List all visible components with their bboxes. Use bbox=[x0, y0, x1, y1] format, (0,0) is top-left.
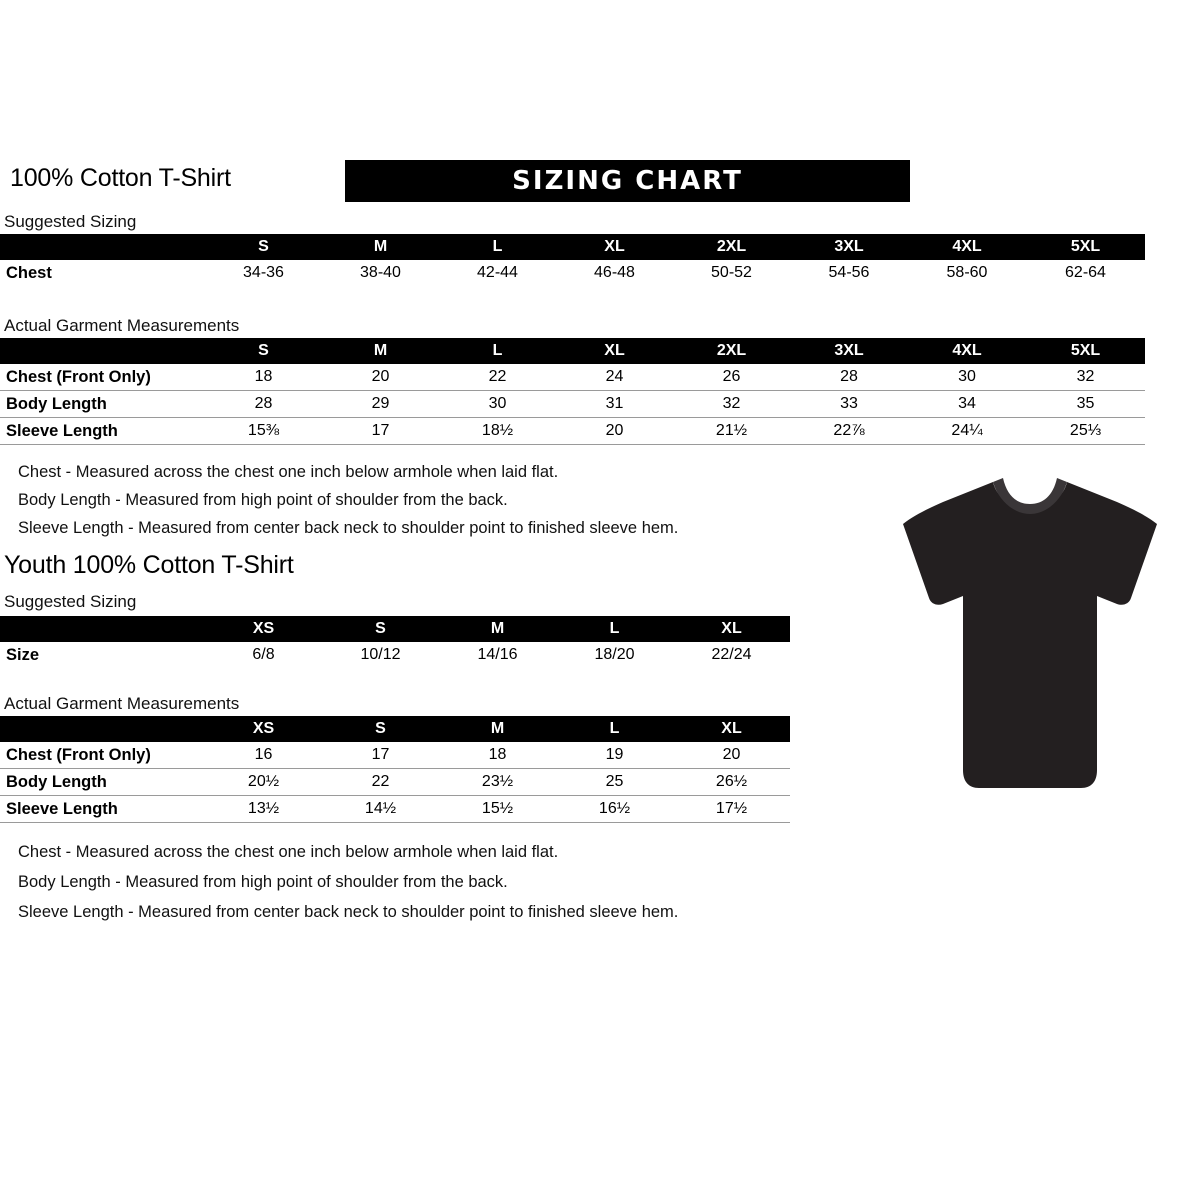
cell: 31 bbox=[556, 391, 673, 418]
sizing-chart-banner-label: SIZING CHART bbox=[512, 166, 743, 196]
col-header: M bbox=[490, 620, 505, 637]
table-row bbox=[0, 391, 1145, 418]
cell: 25 bbox=[556, 769, 673, 796]
table-row bbox=[0, 260, 1145, 286]
col-header: 4XL bbox=[952, 342, 982, 359]
col-header bbox=[0, 616, 205, 642]
cell: 58-60 bbox=[946, 264, 988, 281]
table-row bbox=[0, 418, 1145, 445]
col-header bbox=[0, 716, 205, 742]
cell: 18 bbox=[439, 742, 556, 769]
youth-actual-table bbox=[0, 716, 790, 823]
row-label: Sleeve Length bbox=[0, 418, 205, 445]
col-header: XL bbox=[604, 342, 625, 359]
cell: 30 bbox=[439, 391, 556, 418]
cell: 18 bbox=[205, 364, 322, 391]
cell: 22/24 bbox=[711, 646, 752, 663]
row-label: Size bbox=[6, 645, 40, 664]
product-image bbox=[885, 470, 1175, 810]
cell: 14/16 bbox=[477, 646, 518, 663]
col-header: L bbox=[609, 720, 620, 737]
col-header: 2XL bbox=[716, 342, 747, 359]
table-row bbox=[0, 364, 1145, 391]
cell: 20½ bbox=[205, 769, 322, 796]
row-label: Body Length bbox=[0, 391, 205, 418]
cell: 38-40 bbox=[360, 264, 401, 281]
row-label: Chest (Front Only) bbox=[0, 364, 205, 391]
table-row bbox=[0, 742, 790, 769]
col-header bbox=[0, 338, 205, 364]
cell: 33 bbox=[790, 391, 908, 418]
cell: 13½ bbox=[205, 796, 322, 823]
col-header: 4XL bbox=[952, 238, 982, 255]
cell: 30 bbox=[908, 364, 1026, 391]
col-header: M bbox=[490, 720, 505, 737]
row-label: Body Length bbox=[0, 769, 205, 796]
table-header-row bbox=[0, 234, 1145, 260]
col-header: 5XL bbox=[1070, 342, 1101, 359]
cell: 34 bbox=[908, 391, 1026, 418]
cell: 34-36 bbox=[243, 264, 284, 281]
cell: 32 bbox=[1026, 364, 1145, 391]
cell: 17½ bbox=[673, 796, 790, 823]
cell: 24¼ bbox=[908, 418, 1026, 445]
col-header: S bbox=[258, 238, 269, 255]
cell: 25⅓ bbox=[1026, 418, 1145, 445]
cell: 42-44 bbox=[477, 264, 518, 281]
table-header-row bbox=[0, 716, 790, 742]
youth-suggested-table bbox=[0, 616, 790, 668]
tshirt-icon bbox=[885, 470, 1175, 810]
youth-section-title: Youth 100% Cotton T-Shirt bbox=[4, 551, 294, 579]
col-header: S bbox=[375, 720, 386, 737]
cell: 54-56 bbox=[828, 264, 870, 281]
cell: 14½ bbox=[322, 796, 439, 823]
cell: 23½ bbox=[439, 769, 556, 796]
col-header: S bbox=[375, 620, 386, 637]
table-header-row bbox=[0, 338, 1145, 364]
cell: 62-64 bbox=[1065, 264, 1106, 281]
cell: 22⅞ bbox=[790, 418, 908, 445]
cell: 16½ bbox=[556, 796, 673, 823]
col-header: XL bbox=[721, 620, 742, 637]
cell: 24 bbox=[556, 364, 673, 391]
cell: 35 bbox=[1026, 391, 1145, 418]
header-row bbox=[10, 160, 900, 204]
adult-actual-table bbox=[0, 338, 1145, 445]
cell: 22 bbox=[439, 364, 556, 391]
cell: 15⅜ bbox=[205, 418, 322, 445]
cell: 6/8 bbox=[252, 646, 275, 663]
cell: 20 bbox=[322, 364, 439, 391]
table-header-row bbox=[0, 616, 790, 642]
col-header: L bbox=[609, 620, 620, 637]
adult-actual-caption: Actual Garment Measurements bbox=[4, 316, 240, 335]
youth-note-body-length: Body Length - Measured from high point of shoulder from the back. bbox=[18, 873, 508, 891]
row-label: Chest (Front Only) bbox=[0, 742, 205, 769]
cell: 17 bbox=[322, 418, 439, 445]
table-row bbox=[0, 769, 790, 796]
adult-suggested-table bbox=[0, 234, 1145, 286]
adult-suggested-caption: Suggested Sizing bbox=[4, 212, 137, 231]
youth-actual-caption: Actual Garment Measurements bbox=[4, 694, 240, 713]
cell: 32 bbox=[673, 391, 790, 418]
sizing-chart-banner bbox=[345, 160, 910, 202]
row-label: Chest bbox=[6, 263, 52, 282]
youth-note-sleeve-length: Sleeve Length - Measured from center back neck to shoulder point to finished sleeve hem. bbox=[18, 903, 679, 921]
cell: 10/12 bbox=[360, 646, 401, 663]
youth-note-chest: Chest - Measured across the chest one inch below armhole when laid flat. bbox=[18, 843, 559, 861]
col-header: 5XL bbox=[1070, 238, 1101, 255]
adult-note-sleeve-length: Sleeve Length - Measured from center back neck to shoulder point to finished sleeve hem. bbox=[18, 519, 679, 537]
col-header: XS bbox=[252, 620, 275, 637]
page-title: 100% Cotton T-Shirt bbox=[10, 164, 231, 192]
youth-suggested-caption: Suggested Sizing bbox=[4, 592, 137, 611]
row-label: Sleeve Length bbox=[0, 796, 205, 823]
cell: 15½ bbox=[439, 796, 556, 823]
adult-note-chest: Chest - Measured across the chest one inch below armhole when laid flat. bbox=[18, 463, 559, 481]
cell: 29 bbox=[322, 391, 439, 418]
cell: 20 bbox=[673, 742, 790, 769]
cell: 18½ bbox=[439, 418, 556, 445]
cell: 19 bbox=[556, 742, 673, 769]
col-header: M bbox=[373, 342, 388, 359]
cell: 22 bbox=[322, 769, 439, 796]
table-row bbox=[0, 642, 790, 668]
col-header bbox=[0, 234, 205, 260]
col-header: 3XL bbox=[834, 238, 864, 255]
col-header: XS bbox=[252, 720, 275, 737]
col-header: M bbox=[373, 238, 388, 255]
cell: 50-52 bbox=[711, 264, 752, 281]
adult-note-body-length: Body Length - Measured from high point of shoulder from the back. bbox=[18, 491, 508, 509]
table-row bbox=[0, 796, 790, 823]
cell: 16 bbox=[205, 742, 322, 769]
cell: 28 bbox=[790, 364, 908, 391]
cell: 28 bbox=[205, 391, 322, 418]
col-header: L bbox=[492, 342, 503, 359]
col-header: XL bbox=[721, 720, 742, 737]
col-header: XL bbox=[604, 238, 625, 255]
cell: 20 bbox=[556, 418, 673, 445]
cell: 26 bbox=[673, 364, 790, 391]
col-header: L bbox=[492, 238, 503, 255]
cell: 18/20 bbox=[594, 646, 635, 663]
cell: 21½ bbox=[673, 418, 790, 445]
cell: 26½ bbox=[673, 769, 790, 796]
col-header: 3XL bbox=[834, 342, 864, 359]
cell: 46-48 bbox=[594, 264, 635, 281]
col-header: S bbox=[258, 342, 269, 359]
col-header: 2XL bbox=[716, 238, 747, 255]
cell: 17 bbox=[322, 742, 439, 769]
